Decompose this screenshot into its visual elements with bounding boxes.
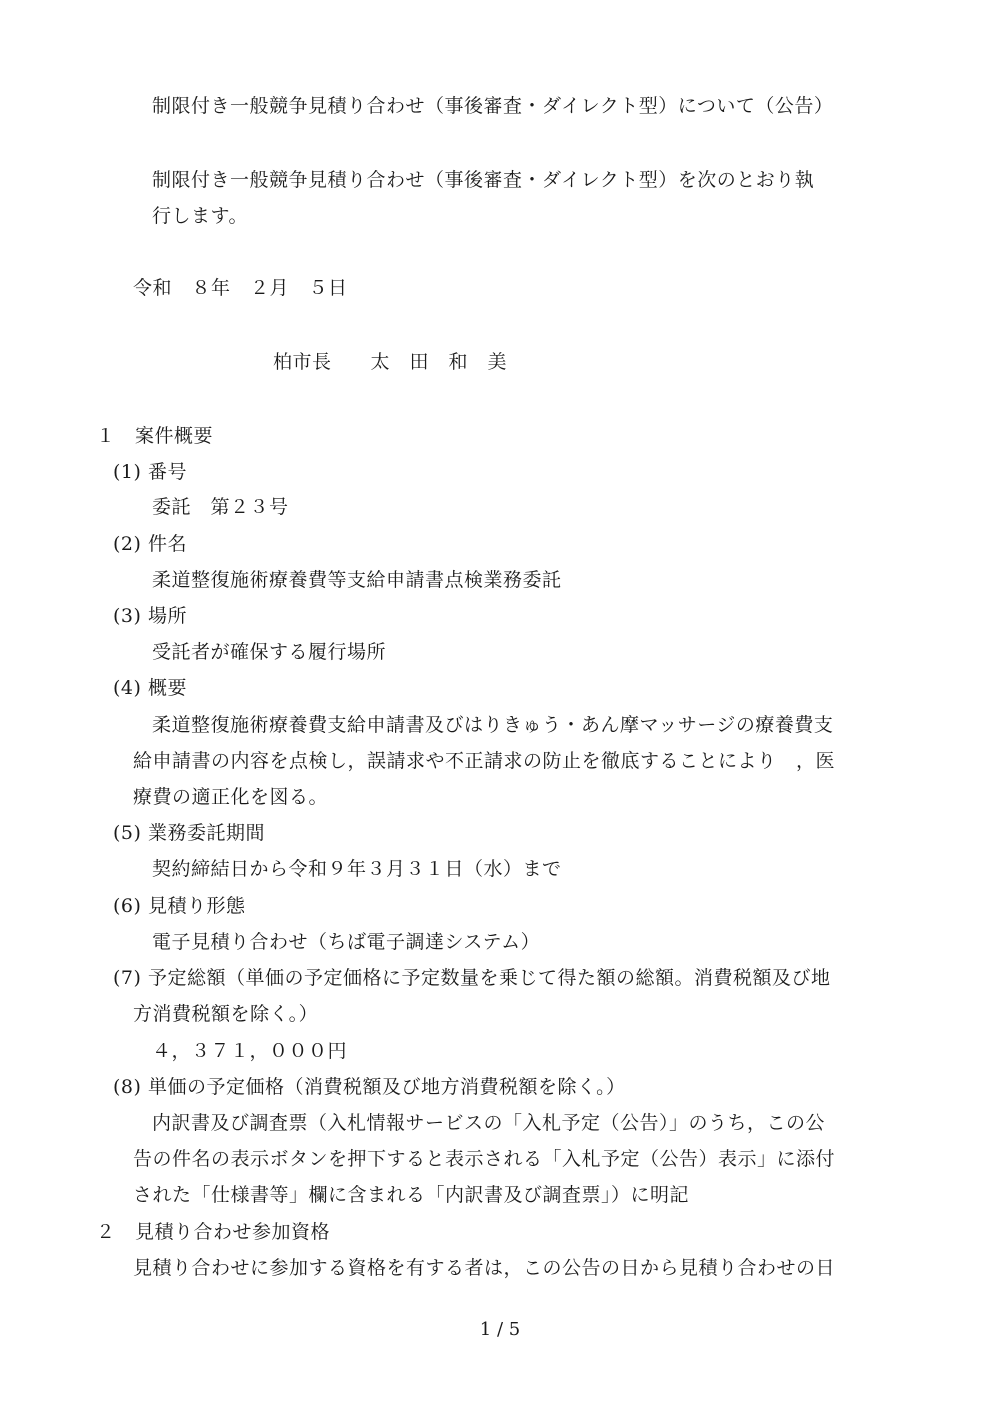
section1-heading: １ 案件概要	[96, 425, 214, 447]
item4-label: (4) 概要	[113, 677, 187, 699]
notice-title: 制限付き一般競争見積り合わせ（事後審査・ダイレクト型）について（公告）	[152, 95, 834, 117]
intro-line-2: 行します。	[152, 205, 248, 227]
item8-text-line-3: された「仕様書等」欄に含まれる「内訳書及び調査票」）に明記	[133, 1184, 690, 1206]
item7-amount: ４，３７１，０００円	[152, 1040, 348, 1062]
item3-text: 受託者が確保する履行場所	[152, 641, 387, 663]
item8-label: (8) 単価の予定価格（消費税額及び地方消費税額を除く。）	[113, 1076, 626, 1098]
item7-label: (7) 予定総額（単価の予定価格に予定数量を乗じて得た額の総額。消費税額及び地	[113, 967, 831, 989]
item8-text-line-1: 内訳書及び調査票（入札情報サービスの「入札予定（公告）」のうち，この公	[152, 1112, 826, 1134]
item1-text: 委託 第２３号	[152, 496, 289, 518]
item5-text: 契約締結日から令和９年３月３１日（水）まで	[152, 858, 562, 880]
item4-text-line-3: 療費の適正化を図る。	[133, 786, 329, 808]
intro-line-1: 制限付き一般競争見積り合わせ（事後審査・ダイレクト型）を次のとおり執	[152, 169, 815, 191]
item2-label: (2) 件名	[113, 533, 187, 555]
section2-heading: ２ 見積り合わせ参加資格	[96, 1221, 331, 1243]
item4-text-line-1: 柔道整復施術療養費支給申請書及びはりきゅう・あん摩マッサージの療養費支	[152, 714, 834, 736]
notice-date: 令和 ８年 ２月 ５日	[133, 277, 348, 299]
item5-label: (5) 業務委託期間	[113, 822, 265, 844]
item4-text-line-2: 給申請書の内容を点検し，誤請求や不正請求の防止を徹底することにより ，医	[133, 750, 836, 772]
issuer-name: 柏市長 太 田 和 美	[273, 351, 508, 373]
item7-text-line-1: 方消費税額を除く。）	[133, 1003, 319, 1025]
item6-text: 電子見積り合わせ（ちば電子調達システム）	[152, 931, 541, 953]
item3-label: (3) 場所	[113, 605, 187, 627]
section2-text-line-1: 見積り合わせに参加する資格を有する者は，この公告の日から見積り合わせの日	[133, 1257, 836, 1279]
item8-text-line-2: 告の件名の表示ボタンを押下すると表示される「入札予定（公告）表示」に添付	[133, 1148, 836, 1170]
page-number: 1 / 5	[479, 1319, 521, 1340]
item1-label: (1) 番号	[113, 461, 187, 483]
item6-label: (6) 見積り形態	[113, 895, 246, 917]
item2-text: 柔道整復施術療養費等支給申請書点検業務委託	[152, 569, 562, 591]
